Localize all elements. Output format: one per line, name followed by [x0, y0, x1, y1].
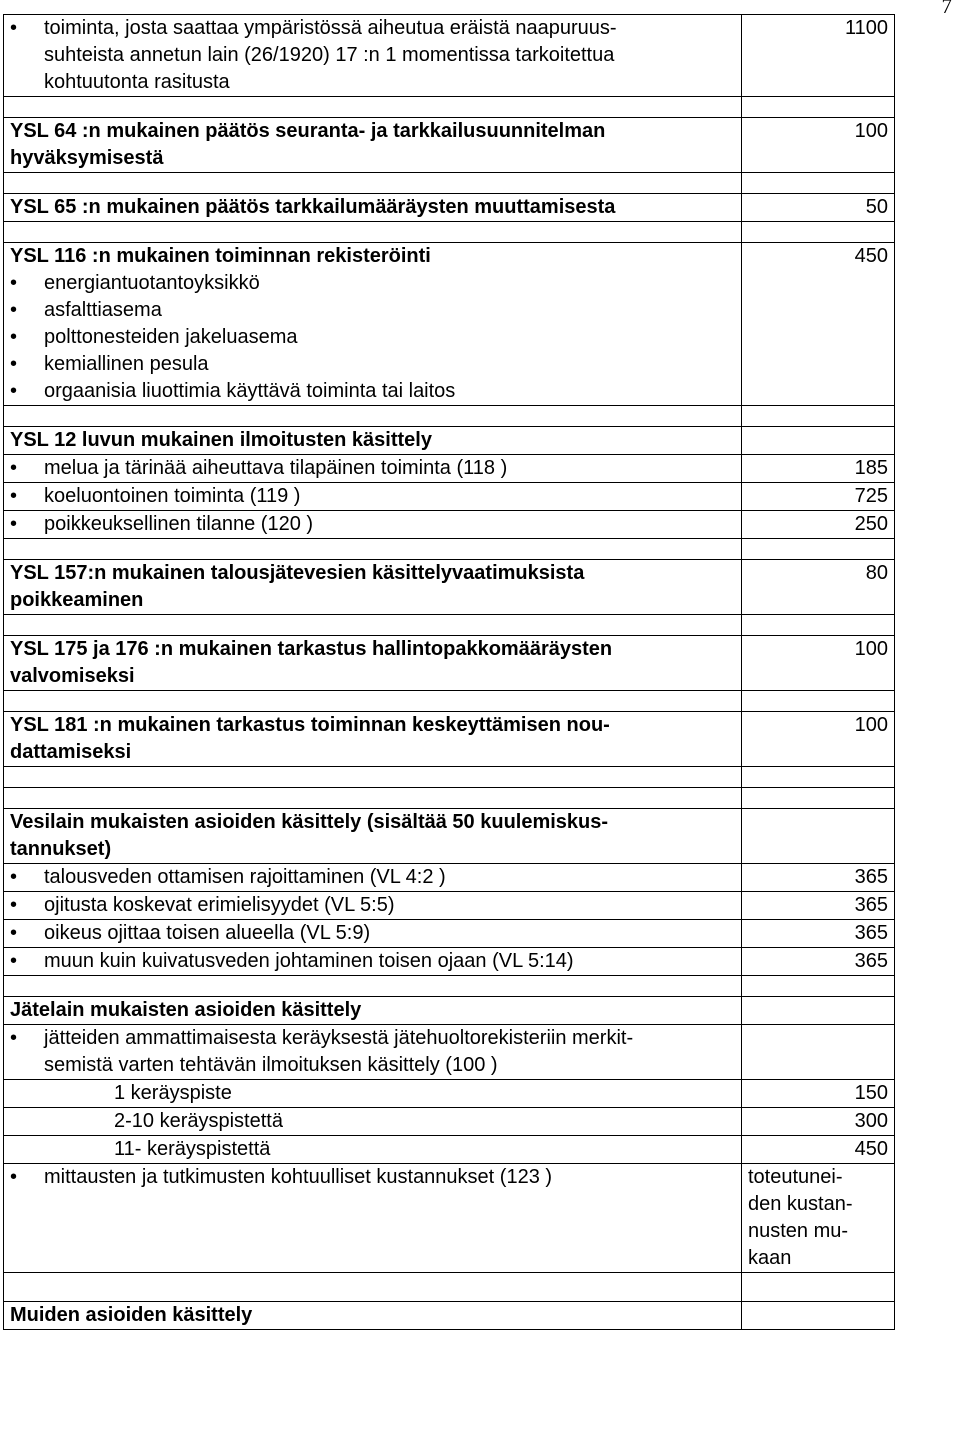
fee-value: 725	[742, 483, 895, 511]
list-item: • energiantuotantoyksikkö	[10, 270, 741, 297]
list-item: • ojitusta koskevat erimielisyydet (VL 5:5)	[10, 892, 741, 919]
list-item: • oikeus ojittaa toisen alueella (VL 5:9)	[10, 920, 741, 947]
spacer-row	[4, 173, 895, 194]
row-description: YSL 116 :n mukainen toiminnan rekisteröinti	[10, 245, 431, 267]
table-row	[4, 1108, 895, 1136]
fee-value: 365	[742, 948, 895, 976]
fee-value: toteutunei- den kustan- nusten mu- kaan	[742, 1164, 895, 1273]
fee-value: 50	[742, 194, 895, 222]
row-description: YSL 157:n mukainen talousjätevesien käsittelyvaatimuksista poikkeaminen	[4, 560, 742, 615]
table-row	[4, 892, 895, 920]
spacer-row	[4, 222, 895, 243]
spacer-row	[4, 1273, 895, 1302]
row-description: YSL 64 :n mukainen päätös seuranta- ja tarkkailusuunnitelman hyväksymisestä	[4, 118, 742, 173]
list-item: • koeluontoinen toiminta (119 )	[10, 483, 741, 510]
fee-value: 185	[742, 455, 895, 483]
spacer-row	[4, 788, 895, 809]
fee-value: 80	[742, 560, 895, 615]
fee-value: 100	[742, 118, 895, 173]
list-item: • orgaanisia liuottimia käyttävä toiminta tai laitos	[10, 378, 741, 405]
spacer-row	[4, 97, 895, 118]
table-row	[4, 712, 895, 767]
table-row	[4, 483, 895, 511]
table-row	[4, 948, 895, 976]
bullet-icon: •	[10, 380, 18, 402]
fee-value: 150	[742, 1080, 895, 1108]
fee-value: 450	[742, 1136, 895, 1164]
fee-value: 100	[742, 636, 895, 691]
page-number: 7	[941, 0, 952, 18]
spacer-row	[4, 767, 895, 788]
row-description: YSL 12 luvun mukainen ilmoitusten käsittely	[4, 427, 742, 455]
bullet-icon: •	[10, 894, 18, 916]
fee-value: 250	[742, 511, 895, 539]
table-row	[4, 455, 895, 483]
list-item: • kemiallinen pesula	[10, 351, 741, 378]
bullet-icon: •	[10, 485, 18, 507]
bullet-icon: •	[10, 1166, 18, 1188]
list-item: • muun kuin kuivatusveden johtaminen toisen ojaan (VL 5:14)	[10, 948, 741, 975]
row-description: Vesilain mukaisten asioiden käsittely (sisältää 50 kuulemiskus- tannukset)	[4, 809, 742, 864]
table-row	[4, 1080, 895, 1108]
bullet-icon: •	[10, 17, 18, 39]
table-row	[4, 560, 895, 615]
row-description: 2-10 keräyspistettä	[4, 1108, 742, 1136]
list-item: • poikkeuksellinen tilanne (120 )	[10, 511, 741, 538]
spacer-row	[4, 539, 895, 560]
list-item	[10, 15, 741, 96]
spacer-row	[4, 615, 895, 636]
bullet-icon: •	[10, 513, 18, 535]
spacer-row	[4, 406, 895, 427]
row-description: Muiden asioiden käsittely	[4, 1302, 742, 1330]
table-row	[4, 243, 895, 406]
fee-value: 1100	[742, 15, 895, 97]
fee-value: 365	[742, 864, 895, 892]
row-description: Jätelain mukaisten asioiden käsittely	[4, 997, 742, 1025]
table-row	[4, 636, 895, 691]
bullet-icon: •	[10, 1027, 18, 1049]
bullet-icon: •	[10, 922, 18, 944]
bullet-icon: •	[10, 950, 18, 972]
bullet-icon: •	[10, 866, 18, 888]
table-row	[4, 15, 895, 97]
table-row	[4, 194, 895, 222]
table-row	[4, 997, 895, 1025]
fee-table	[3, 14, 895, 1330]
list-item: • polttonesteiden jakeluasema	[10, 324, 741, 351]
bullet-icon: •	[10, 457, 18, 479]
table-row	[4, 427, 895, 455]
table-row	[4, 809, 895, 864]
spacer-row	[4, 691, 895, 712]
list-item: • asfalttiasema	[10, 297, 741, 324]
row-description: YSL 181 :n mukainen tarkastus toiminnan keskeyttämisen nou- dattamiseksi	[4, 712, 742, 767]
fee-value: 365	[742, 920, 895, 948]
table-row	[4, 920, 895, 948]
row-description: YSL 65 :n mukainen päätös tarkkailumääräysten muuttamisesta	[4, 194, 742, 222]
table-row	[4, 118, 895, 173]
list-item: • mittausten ja tutkimusten kohtuulliset kustannukset (123 )	[10, 1164, 741, 1191]
row-description: 1 keräyspiste	[4, 1080, 742, 1108]
spacer-row	[4, 976, 895, 997]
fee-value: 450	[742, 243, 895, 406]
list-item: • melua ja tärinää aiheuttava tilapäinen toiminta (118 )	[10, 455, 741, 482]
bullet-icon: •	[10, 272, 18, 294]
list-item: • jätteiden ammattimaisesta keräyksestä jätehuoltorekisteriin merkit- semistä varten tehtävän ilmoituksen käsittely (100 )	[10, 1027, 634, 1076]
bullet-icon: •	[10, 353, 18, 375]
table-row	[4, 864, 895, 892]
table-row	[4, 511, 895, 539]
row-description: toiminta, josta saattaa ympäristössä aiheutua eräistä naapuruus- suhteista annetun lain (26/1920) 17 :n 1 momentissa tarkoitettua kohtuutonta rasitusta	[44, 17, 617, 93]
list-item: • talousveden ottamisen rajoittaminen (VL 4:2 )	[10, 864, 741, 891]
table-row	[4, 1025, 895, 1080]
fee-value: 100	[742, 712, 895, 767]
bullet-icon: •	[10, 326, 18, 348]
row-description: YSL 175 ja 176 :n mukainen tarkastus hallintopakkomääräysten valvomiseksi	[4, 636, 742, 691]
table-row	[4, 1136, 895, 1164]
table-row	[4, 1164, 895, 1273]
bullet-icon: •	[10, 299, 18, 321]
fee-value: 300	[742, 1108, 895, 1136]
fee-value: 365	[742, 892, 895, 920]
row-description: 11- keräyspistettä	[4, 1136, 742, 1164]
table-row	[4, 1302, 895, 1330]
